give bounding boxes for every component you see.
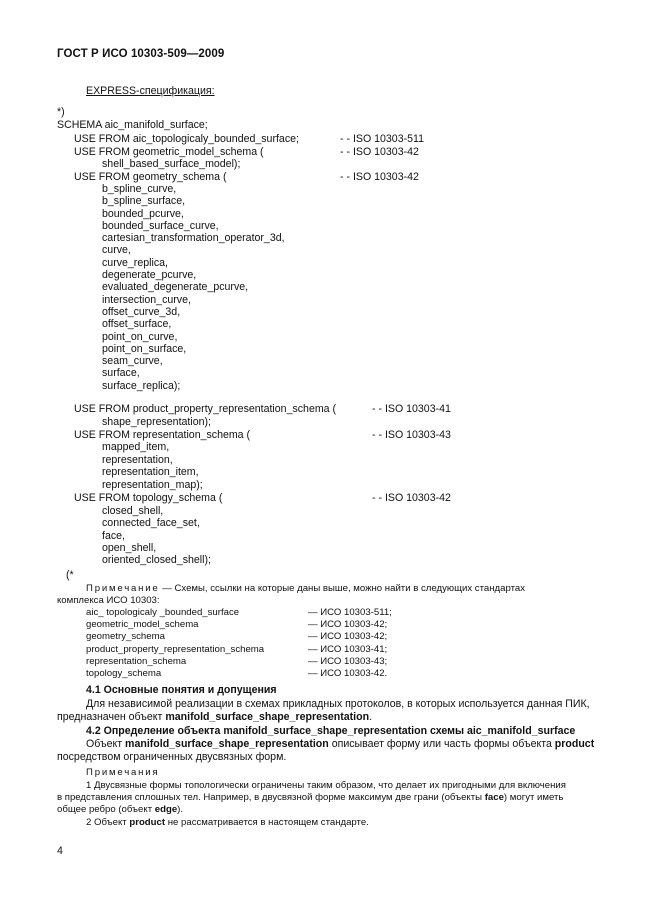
entity-name: manifold_surface_shape_representation [125,738,329,750]
table-row [86,667,388,680]
schema-item: offset_surface, [102,318,172,331]
section-text: Для независимой реализации в схемах прикладных протоколов, в которых используется данная ПИК, [86,698,590,710]
use-line: USE FROM representation_schema ( [74,429,251,441]
note-paragraph [86,583,525,595]
schema-name: aic_ topologicaly _bounded_surface [86,607,240,618]
text-run: не рассматривается в настоящем стандарте. [165,817,369,828]
table-row [86,607,392,619]
schema-item: mapped_item, [102,441,170,453]
page-header: ГОСТ Р ИСО 10303-509—2009 [57,48,225,60]
open-comment: *) [57,106,65,118]
schema-item: surface, [102,367,140,380]
entity-name: edge [154,804,178,815]
use-line: USE FROM geometry_schema ( [74,171,227,183]
schema-item: point_on_curve, [102,330,178,343]
schema-item: oriented_closed_shell); [102,554,211,567]
text-run: Объект [86,738,126,750]
schema-item: intersection_curve, [102,293,191,306]
entity-name: manifold_surface_shape_representation [165,711,370,723]
schema-item: curve_replica, [102,256,168,269]
text-run: 2 Объект [86,817,130,828]
schema-item: curve, [102,244,131,257]
schema-item: open_shell, [102,541,157,554]
schema-name: product_property_representation_schema [86,643,265,655]
schema-item: b_spline_surface, [102,195,186,208]
schema-item: representation_map); [102,478,203,491]
schema-name: representation_schema [86,655,187,667]
schema-name: geometric_model_schema [86,619,199,631]
schema-item: evaluated_degenerate_pcurve, [102,281,249,294]
iso-ref: - - ISO 10303-41 [372,403,451,415]
entity-name: product [554,738,595,750]
table-row [86,619,388,631]
section-text [57,711,372,723]
schema-item: bounded_surface_curve, [102,219,219,232]
text-run: общее ребро (объект [57,804,155,815]
iso-ref: - - ISO 10303-511 [340,133,425,145]
schema-item: surface_replica); [102,379,181,392]
close-comment: (* [66,569,74,581]
schema-item: offset_curve_3d, [102,305,181,318]
standard-ref: — ИСО 10303-511; [308,607,392,618]
topology-item-list [102,505,211,566]
schema-name: geometry_schema [86,631,165,643]
schema-name: topology_schema [86,667,162,679]
section-title: 4.2 Определение объекта manifold_surface_shape_representation схемы aic_manifold_surface [86,725,576,737]
use-line: USE FROM geometric_model_schema ( [74,146,264,158]
schema-item: b_spline_curve, [102,183,177,195]
note-text [57,804,183,816]
section-text [86,738,594,750]
schema-item: point_on_surface, [102,342,187,355]
table-row [86,643,388,656]
geometry-item-list [102,183,285,392]
schema-item: cartesian_transformation_operator_3d, [102,232,285,245]
schema-item: degenerate_pcurve, [102,269,197,282]
table-row [86,631,388,643]
schema-item: closed_shell, [102,505,164,517]
standard-ref: — ИСО 10303-42. [308,667,388,679]
note-text-line2: комплекса ИСО 10303: [57,595,160,606]
note-schema-table [86,607,392,680]
schema-item: representation_item, [102,466,199,478]
schema-item: face, [102,529,125,542]
use-line: USE FROM product_property_representation_schema ( [74,403,337,415]
schema-item: connected_face_set, [102,517,200,530]
text-run: . [369,711,373,723]
representation-item-list [102,441,203,491]
standard-ref: — ИСО 10303-41; [308,643,388,655]
text-run: ) могут иметь [503,792,564,803]
text-run: ). [177,804,184,815]
schema-item: representation, [102,453,173,466]
standard-ref: — ИСО 10303-43; [308,655,388,667]
standard-ref: — ИСО 10303-42; [308,619,388,631]
text-run: предназначен объект [57,711,166,723]
entity-name: face [484,792,504,803]
schema-line: SCHEMA aic_manifold_surface; [57,119,208,131]
note-text [86,817,369,829]
iso-ref: - - ISO 10303-42 [340,146,419,158]
page-number: 4 [57,845,63,857]
note-text: 1 Двусвязные формы топологически ограничены таким образом, что делает их пригодными для включения [86,780,566,791]
table-row [86,655,388,668]
use-line: USE FROM aic_topologicaly_bounded_surface; [74,133,299,145]
express-heading: EXPRESS-спецификация: [86,85,215,97]
schema-item: seam_curve, [102,355,163,368]
iso-ref: - - ISO 10303-43 [372,429,451,441]
note-text: — Схемы, ссылки на которые даны выше, можно найти в следующих стандартах [159,583,526,594]
section-text: посредством ограниченных двусвязных форм. [57,751,287,763]
schema-item: shell_based_surface_model); [102,158,241,170]
standard-ref: — ИСО 10303-42; [308,631,388,643]
text-run: описывает форму или часть формы объекта [328,738,555,750]
schema-item: bounded_pcurve, [102,207,184,220]
section-title: 4.1 Основные понятия и допущения [86,684,277,696]
schema-item: shape_representation); [102,416,211,428]
iso-ref: - - ISO 10303-42 [340,171,419,183]
note-text [57,792,563,804]
notes-label: Примечания [86,767,160,778]
note-label: Примечание [86,583,160,594]
use-line: USE FROM topology_schema ( [74,492,223,504]
entity-name: product [129,817,166,828]
text-run: в представления сплошных тел. Например, в двусвязной форме максимум две грани (объекты [57,792,485,803]
iso-ref: - - ISO 10303-42 [372,492,451,504]
